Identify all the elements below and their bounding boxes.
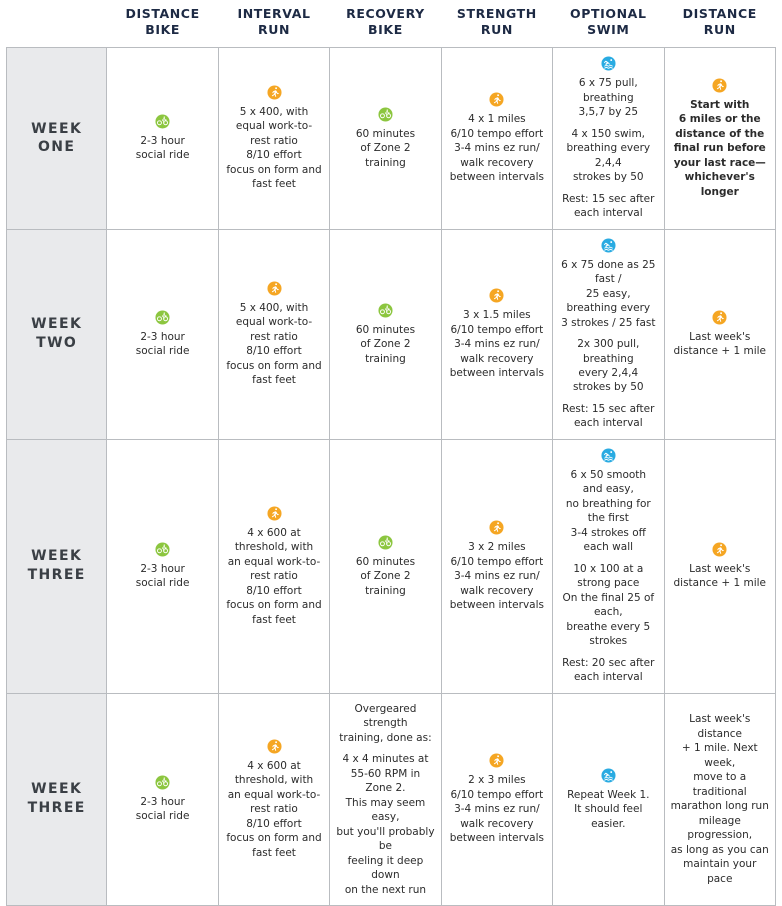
workout-cell-inner — [671, 712, 770, 886]
workout-paragraph: 60 minutes of Zone 2 training — [355, 127, 416, 169]
workout-text — [673, 562, 766, 591]
workout-text — [450, 308, 544, 380]
column-header-line: RUN — [703, 21, 736, 37]
workout-cell-optional-swim — [553, 48, 664, 229]
column-header-line: RECOVERY — [346, 6, 425, 21]
run-icon — [267, 281, 282, 296]
workout-text — [450, 540, 544, 612]
column-header-line: DISTANCE — [125, 6, 200, 21]
training-plan — [6, 0, 776, 906]
week-label-cell — [7, 693, 107, 905]
workout-cell-inner — [336, 303, 434, 366]
training-plan-table — [6, 0, 776, 906]
workout-paragraph: 4 x 1 miles 6/10 tempo effort 3-4 mins ez run/ walk recovery between intervals — [449, 113, 544, 184]
workout-cell-distance-bike — [107, 229, 218, 439]
column-header-line: DISTANCE — [682, 6, 757, 21]
workout-cell-recovery-bike — [330, 48, 441, 229]
run-icon — [267, 739, 282, 754]
swim-icon — [601, 768, 616, 783]
workout-paragraph: 6 x 50 smooth and easy, no breathing for the first 3-4 strokes off each wall — [565, 468, 651, 554]
column-header-optional-swim — [553, 0, 664, 48]
workout-paragraph: 2-3 hour social ride — [135, 330, 190, 358]
workout-paragraph: 3 x 1.5 miles 6/10 tempo effort 3-4 mins ez run/ walk recovery between intervals — [449, 309, 544, 379]
workout-paragraph: 5 x 400, with equal work-to- rest ratio 8/10 effort focus on form and fast feet — [226, 105, 322, 191]
week-label-line: WEEK — [31, 120, 83, 137]
workout-paragraph: Repeat Week 1. It should feel easier. — [567, 788, 650, 830]
column-header-line: SWIM — [587, 21, 630, 37]
workout-text — [336, 702, 434, 897]
workout-cell-interval-run — [218, 693, 329, 905]
bike-icon — [155, 310, 170, 325]
workout-cell-strength-run — [441, 439, 552, 693]
workout-cell-inner — [113, 775, 211, 824]
swim-icon — [601, 56, 616, 71]
run-icon — [489, 92, 504, 107]
workout-cell-inner — [225, 85, 323, 192]
workout-cell-distance-run — [664, 229, 776, 439]
bike-icon — [378, 535, 393, 550]
week-label-cell — [7, 48, 107, 229]
workout-text — [136, 562, 190, 591]
workout-cell-recovery-bike — [330, 693, 441, 905]
workout-paragraph: 2-3 hour social ride — [135, 134, 190, 162]
workout-paragraph: 2x 300 pull, breathing every 2,4,4 strokes by 50 — [572, 338, 644, 394]
workout-cell-recovery-bike — [330, 439, 441, 693]
header-corner — [7, 0, 107, 48]
bike-icon — [378, 107, 393, 122]
column-header-strength-run — [441, 0, 552, 48]
week-label-line: WEEK — [31, 548, 83, 565]
swim-icon — [601, 448, 616, 463]
workout-paragraph: 5 x 400, with equal work-to- rest ratio 8/10 effort focus on form and fast feet — [226, 301, 322, 387]
workout-paragraph: Rest: 20 sec after each interval — [562, 656, 655, 684]
workout-paragraph: 4 x 4 minutes at 55-60 RPM in Zone 2. This may seem easy, but you'll probably be feeling it deep down on the next run — [336, 753, 435, 896]
table-header — [7, 0, 776, 48]
column-header-line: RUN — [258, 21, 291, 37]
bike-icon — [155, 542, 170, 557]
workout-cell-inner — [113, 114, 211, 163]
workout-cell-inner — [671, 542, 770, 591]
workout-text — [671, 98, 770, 199]
workout-paragraph: Overgeared strength training, done as: — [339, 702, 432, 744]
column-header-line: STRENGTH — [456, 6, 537, 21]
workout-cell-inner — [448, 753, 546, 845]
workout-paragraph: 2-3 hour social ride — [135, 562, 190, 590]
column-header-interval-run — [218, 0, 329, 48]
workout-text — [567, 788, 649, 831]
run-icon — [712, 78, 727, 93]
workout-paragraph: Last week's distance + 1 mile — [673, 330, 766, 358]
table-body — [7, 48, 776, 906]
workout-cell-inner — [559, 56, 657, 220]
column-header-line: RUN — [480, 21, 513, 37]
bike-icon — [155, 114, 170, 129]
week-label-line: TWO — [36, 335, 78, 352]
run-icon — [712, 310, 727, 325]
workout-cell-inner — [225, 506, 323, 627]
workout-cell-inner — [448, 288, 546, 380]
workout-cell-distance-bike — [107, 693, 218, 905]
workout-text — [450, 773, 544, 845]
run-icon — [489, 288, 504, 303]
workout-cell-inner — [113, 542, 211, 591]
workout-paragraph: 60 minutes of Zone 2 training — [355, 555, 416, 597]
workout-text — [226, 301, 321, 388]
workout-cell-inner — [448, 520, 546, 612]
bike-icon — [155, 775, 170, 790]
column-header-recovery-bike — [330, 0, 441, 48]
workout-paragraph: 2 x 3 miles 6/10 tempo effort 3-4 mins ez run/ walk recovery between intervals — [449, 774, 544, 845]
workout-cell-optional-swim — [553, 229, 664, 439]
workout-cell-inner — [225, 281, 323, 388]
column-header-distance-run — [664, 0, 776, 48]
column-header-line: BIKE — [368, 21, 403, 37]
run-icon — [489, 520, 504, 535]
workout-text — [356, 555, 415, 598]
workout-cell-distance-bike — [107, 439, 218, 693]
workout-paragraph: 4 x 150 swim, breathing every 2,4,4 strokes by 50 — [566, 127, 651, 184]
workout-paragraph: Last week's distance + 1 mile — [673, 562, 766, 590]
workout-paragraph: 6 x 75 done as 25 fast / 25 easy, breathing every 3 strokes / 25 fast — [561, 258, 656, 329]
workout-paragraph: Rest: 15 sec after each interval — [562, 402, 655, 430]
workout-paragraph: Start with 6 miles or the distance of the final run before your last race— whichever's longer — [673, 98, 766, 198]
workout-cell-inner — [336, 702, 434, 897]
workout-cell-optional-swim — [553, 439, 664, 693]
workout-cell-strength-run — [441, 693, 552, 905]
workout-paragraph: Rest: 15 sec after each interval — [562, 192, 655, 220]
workout-text — [673, 330, 766, 359]
workout-paragraph: 4 x 600 at threshold, with an equal work-to- rest ratio 8/10 effort focus on form and fast feet — [226, 526, 322, 626]
workout-cell-distance-bike — [107, 48, 218, 229]
run-icon — [489, 753, 504, 768]
workout-paragraph: 3 x 2 miles 6/10 tempo effort 3-4 mins ez run/ walk recovery between intervals — [449, 541, 544, 612]
workout-text — [226, 759, 321, 860]
week-label-line: THREE — [27, 567, 86, 584]
workout-text — [559, 76, 657, 220]
workout-cell-inner — [448, 92, 546, 184]
workout-cell-recovery-bike — [330, 229, 441, 439]
table-row — [7, 229, 776, 439]
workout-paragraph: Last week's distance + 1 mile. Next week, move to a traditional marathon long run mileage progression, as long as you can maintain your pace — [670, 713, 769, 885]
workout-paragraph: 4 x 600 at threshold, with an equal work-to- rest ratio 8/10 effort focus on form and fast feet — [226, 759, 322, 859]
workout-paragraph: 6 x 75 pull, breathing 3,5,7 by 25 — [578, 77, 639, 119]
header-row — [7, 0, 776, 48]
week-label-cell — [7, 439, 107, 693]
workout-text — [450, 112, 544, 184]
workout-paragraph: 2-3 hour social ride — [135, 795, 190, 823]
week-label-line: WEEK — [31, 781, 83, 798]
workout-cell-distance-run — [664, 693, 776, 905]
workout-cell-strength-run — [441, 48, 552, 229]
column-header-line: BIKE — [145, 21, 180, 37]
workout-text — [356, 323, 415, 366]
workout-cell-inner — [559, 238, 657, 431]
workout-paragraph: 60 minutes of Zone 2 training — [355, 323, 416, 365]
workout-cell-optional-swim — [553, 693, 664, 905]
workout-text — [226, 105, 321, 192]
workout-text — [226, 526, 321, 627]
week-label-line: WEEK — [31, 316, 83, 333]
workout-text — [136, 134, 190, 163]
run-icon — [712, 542, 727, 557]
week-label-line: ONE — [38, 139, 76, 156]
workout-cell-inner — [671, 78, 770, 199]
week-label-line: THREE — [27, 800, 86, 817]
workout-text — [136, 330, 190, 359]
workout-cell-interval-run — [218, 48, 329, 229]
workout-cell-inner — [225, 739, 323, 860]
workout-paragraph: 10 x 100 at a strong pace On the final 25 of each, breathe every 5 strokes — [562, 562, 655, 648]
table-row — [7, 48, 776, 229]
workout-cell-inner — [559, 448, 657, 685]
workout-cell-inner — [113, 310, 211, 359]
workout-text — [671, 712, 770, 886]
column-header-line: INTERVAL — [237, 6, 311, 21]
workout-cell-inner — [336, 107, 434, 170]
bike-icon — [378, 303, 393, 318]
workout-text — [356, 127, 415, 170]
workout-cell-inner — [671, 310, 770, 359]
workout-cell-interval-run — [218, 439, 329, 693]
table-row — [7, 439, 776, 693]
column-header-distance-bike — [107, 0, 218, 48]
column-header-line: OPTIONAL — [570, 6, 647, 21]
workout-cell-distance-run — [664, 439, 776, 693]
workout-text — [559, 258, 657, 431]
run-icon — [267, 85, 282, 100]
workout-cell-interval-run — [218, 229, 329, 439]
workout-text — [136, 795, 190, 824]
workout-cell-distance-run — [664, 48, 776, 229]
week-label-cell — [7, 229, 107, 439]
table-row — [7, 693, 776, 905]
workout-cell-strength-run — [441, 229, 552, 439]
workout-cell-inner — [559, 768, 657, 831]
run-icon — [267, 506, 282, 521]
workout-text — [559, 468, 657, 685]
workout-cell-inner — [336, 535, 434, 598]
swim-icon — [601, 238, 616, 253]
